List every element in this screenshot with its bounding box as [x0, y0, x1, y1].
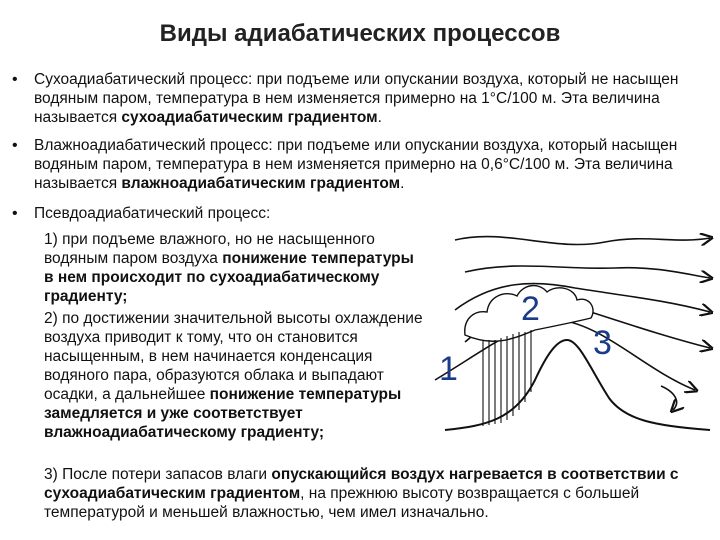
step1-text: 1) при подъеме влажного, но не насыщенного водяным паром воздуха [44, 231, 375, 267]
text-wet: при подъеме или опускании воздуха, который насыщен водяным паром, температура в нем изменяется примерно на 0,6°С/100 м. Эта величина называется [34, 137, 678, 192]
flow-line-1 [455, 237, 710, 245]
item-pseudo-adiabatic [34, 204, 706, 223]
step2-text: 2) по достижении значительной высоты охлаждение воздуха приводит к тому, что он становится насыщенным, в нем начинается конденсация водяного пара, образуются облака и выпадают осадки, а дальнейшее [44, 310, 423, 403]
item-dry-adiabatic [34, 70, 706, 127]
label-1: 1 [439, 350, 458, 388]
term-dry: Сухоадиабатический процесс: [34, 71, 253, 88]
pseudo-step-1 [44, 230, 424, 306]
bullet-3: • [12, 205, 18, 222]
pseudo-step-2 [44, 309, 424, 442]
text-dry: при подъеме или опускании воздуха, который не насыщен водяным паром, температура в нем изменяется примерно на 1°С/100 м. Эта величина называется [34, 71, 679, 126]
emph-dry: сухоадиабатическим градиентом [121, 109, 378, 126]
bullet-1: • [12, 71, 18, 88]
item-wet-adiabatic [34, 136, 706, 193]
mountain-airflow-diagram [425, 230, 715, 460]
emph-wet: влажноадиабатическим градиентом [121, 175, 401, 192]
step2-emph: понижение температуры замедляется и уже соответствует влажноадиабатическому градиенту; [44, 386, 402, 441]
mountain-icon [445, 340, 710, 430]
page-title: Виды адиабатических процессов [159, 20, 561, 47]
step3-emph: опускающийся воздух нагревается в соответствии с сухоадиабатическим градиентом [44, 466, 679, 502]
step1-emph: понижение температуры в нем происходит по сухоадиабатическому градиенту; [44, 250, 414, 305]
step3-tail: , на прежнюю высоту возвращается с большей температурой и меньшей влажностью, чем имел изначально. [44, 485, 640, 521]
label-3: 3 [593, 324, 612, 362]
label-2: 2 [521, 290, 540, 328]
end-wet: . [400, 175, 405, 192]
pseudo-step-3 [44, 465, 716, 522]
step3-text: 3) После потери запасов влаги [44, 466, 272, 483]
precipitation-hatching [483, 330, 531, 426]
end-dry: . [377, 109, 382, 126]
bullet-2: • [12, 137, 18, 154]
flow-line-2 [465, 266, 710, 278]
descending-flow [661, 386, 677, 410]
term-pseudo: Псевдоадиабатический процесс: [34, 205, 271, 222]
term-wet: Влажноадиабатический процесс: [34, 137, 273, 154]
